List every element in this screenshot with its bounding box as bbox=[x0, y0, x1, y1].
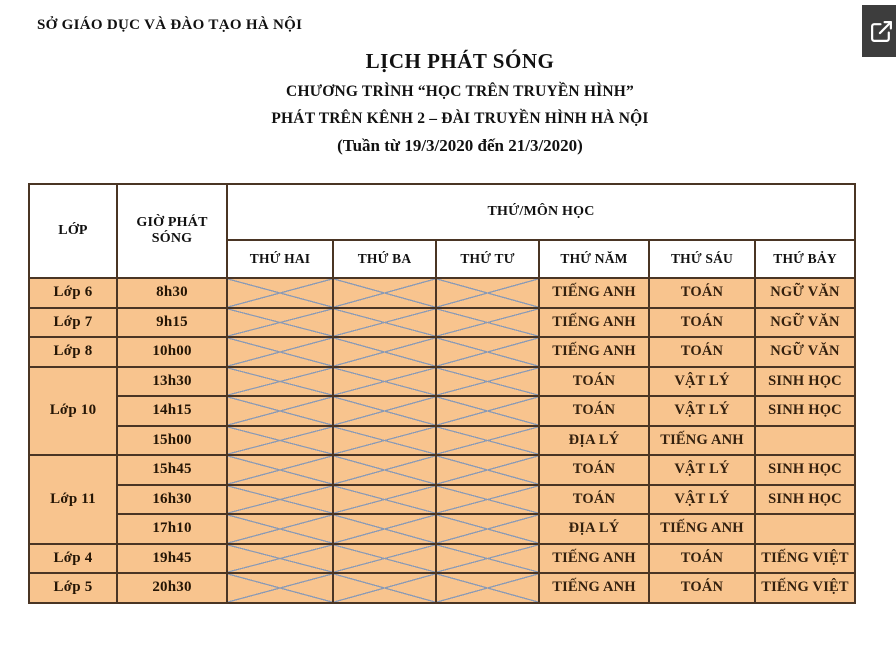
crossed-cell bbox=[436, 573, 539, 603]
table-row bbox=[29, 544, 855, 574]
class-cell: Lớp 5 bbox=[29, 573, 117, 603]
subject-cell: TOÁN bbox=[649, 544, 755, 574]
subject-cell: TOÁN bbox=[539, 367, 649, 397]
class-cell: Lớp 4 bbox=[29, 544, 117, 574]
subject-cell bbox=[755, 514, 855, 544]
subject-cell: TOÁN bbox=[539, 455, 649, 485]
subject-cell: SINH HỌC bbox=[755, 455, 855, 485]
open-external-button[interactable] bbox=[862, 5, 896, 57]
time-cell: 13h30 bbox=[117, 367, 227, 397]
subject-cell: NGỮ VĂN bbox=[755, 278, 855, 308]
subject-cell: VẬT LÝ bbox=[649, 396, 755, 426]
subject-cell: TIẾNG VIỆT bbox=[755, 573, 855, 603]
crossed-cell bbox=[333, 337, 436, 367]
crossed-cell bbox=[436, 514, 539, 544]
subject-cell: TOÁN bbox=[539, 396, 649, 426]
crossed-cell bbox=[227, 426, 333, 456]
table-row bbox=[29, 485, 855, 515]
subject-cell: TOÁN bbox=[649, 308, 755, 338]
time-cell: 10h00 bbox=[117, 337, 227, 367]
subject-cell: SINH HỌC bbox=[755, 485, 855, 515]
class-cell: Lớp 8 bbox=[29, 337, 117, 367]
class-cell: Lớp 10 bbox=[29, 367, 117, 456]
table-row bbox=[29, 426, 855, 456]
table-row bbox=[29, 455, 855, 485]
class-cell: Lớp 11 bbox=[29, 455, 117, 544]
table-row bbox=[29, 514, 855, 544]
crossed-cell bbox=[227, 573, 333, 603]
time-cell: 17h10 bbox=[117, 514, 227, 544]
subject-cell: SINH HỌC bbox=[755, 396, 855, 426]
table-row bbox=[29, 367, 855, 397]
subject-cell: TIẾNG ANH bbox=[649, 514, 755, 544]
day-header-tue: THỨ BA bbox=[333, 240, 436, 278]
crossed-cell bbox=[333, 308, 436, 338]
subject-cell: ĐỊA LÝ bbox=[539, 426, 649, 456]
crossed-cell bbox=[436, 278, 539, 308]
subject-cell: TIẾNG ANH bbox=[539, 278, 649, 308]
time-cell: 9h15 bbox=[117, 308, 227, 338]
day-header-sat: THỨ BẢY bbox=[755, 240, 855, 278]
crossed-cell bbox=[333, 573, 436, 603]
crossed-cell bbox=[333, 514, 436, 544]
subject-cell: TOÁN bbox=[649, 573, 755, 603]
time-cell: 14h15 bbox=[117, 396, 227, 426]
crossed-cell bbox=[227, 278, 333, 308]
page-title: LỊCH PHÁT SÓNG bbox=[365, 49, 555, 73]
subtitle-channel: PHÁT TRÊN KÊNH 2 – ĐÀI TRUYỀN HÌNH HÀ NỘI bbox=[271, 110, 649, 127]
crossed-cell bbox=[333, 396, 436, 426]
crossed-cell bbox=[227, 455, 333, 485]
subject-cell: SINH HỌC bbox=[755, 367, 855, 397]
crossed-cell bbox=[333, 278, 436, 308]
subject-cell: TOÁN bbox=[649, 337, 755, 367]
day-header-mon: THỨ HAI bbox=[227, 240, 333, 278]
org-title: SỞ GIÁO DỤC VÀ ĐÀO TẠO HÀ NỘI bbox=[37, 17, 303, 33]
crossed-cell bbox=[436, 455, 539, 485]
class-column-header: LỚP bbox=[29, 184, 117, 278]
broadcast-schedule-table bbox=[28, 183, 856, 604]
time-cell: 15h45 bbox=[117, 455, 227, 485]
time-cell: 15h00 bbox=[117, 426, 227, 456]
subject-cell: ĐỊA LÝ bbox=[539, 514, 649, 544]
crossed-cell bbox=[436, 396, 539, 426]
crossed-cell bbox=[227, 308, 333, 338]
crossed-cell bbox=[436, 426, 539, 456]
subject-cell: TIẾNG ANH bbox=[539, 573, 649, 603]
subject-cell bbox=[755, 426, 855, 456]
subject-cell: TIẾNG VIỆT bbox=[755, 544, 855, 574]
subject-cell: VẬT LÝ bbox=[649, 367, 755, 397]
crossed-cell bbox=[436, 337, 539, 367]
table-row bbox=[29, 278, 855, 308]
crossed-cell bbox=[436, 308, 539, 338]
time-cell: 19h45 bbox=[117, 544, 227, 574]
day-header-thu: THỨ NĂM bbox=[539, 240, 649, 278]
crossed-cell bbox=[436, 367, 539, 397]
crossed-cell bbox=[333, 455, 436, 485]
crossed-cell bbox=[436, 544, 539, 574]
table-row bbox=[29, 308, 855, 338]
class-cell: Lớp 7 bbox=[29, 308, 117, 338]
subject-cell: VẬT LÝ bbox=[649, 455, 755, 485]
subject-cell: TIẾNG ANH bbox=[539, 544, 649, 574]
heading-block bbox=[24, 49, 896, 156]
open-in-new-icon bbox=[869, 19, 894, 44]
subtitle-program: CHƯƠNG TRÌNH “HỌC TRÊN TRUYỀN HÌNH” bbox=[286, 83, 634, 100]
day-header-wed: THỨ TƯ bbox=[436, 240, 539, 278]
crossed-cell bbox=[227, 514, 333, 544]
subject-cell: NGỮ VĂN bbox=[755, 308, 855, 338]
crossed-cell bbox=[333, 485, 436, 515]
crossed-cell bbox=[227, 544, 333, 574]
class-cell: Lớp 6 bbox=[29, 278, 117, 308]
subject-cell: TIẾNG ANH bbox=[539, 308, 649, 338]
crossed-cell bbox=[227, 367, 333, 397]
subject-cell: TOÁN bbox=[539, 485, 649, 515]
subject-cell: TIẾNG ANH bbox=[649, 426, 755, 456]
day-header-fri: THỨ SÁU bbox=[649, 240, 755, 278]
table-row bbox=[29, 573, 855, 603]
crossed-cell bbox=[227, 485, 333, 515]
table-row bbox=[29, 337, 855, 367]
crossed-cell bbox=[333, 367, 436, 397]
table-header-row bbox=[29, 184, 855, 240]
crossed-cell bbox=[436, 485, 539, 515]
crossed-cell bbox=[333, 544, 436, 574]
subject-cell: TIẾNG ANH bbox=[539, 337, 649, 367]
time-cell: 16h30 bbox=[117, 485, 227, 515]
subject-cell: TOÁN bbox=[649, 278, 755, 308]
table-row bbox=[29, 396, 855, 426]
time-cell: 8h30 bbox=[117, 278, 227, 308]
subject-cell: VẬT LÝ bbox=[649, 485, 755, 515]
crossed-cell bbox=[333, 426, 436, 456]
time-column-header: GIỜ PHÁT SÓNG bbox=[117, 184, 227, 278]
subtitle-week: (Tuần từ 19/3/2020 đến 21/3/2020) bbox=[337, 136, 583, 155]
subject-cell: NGỮ VĂN bbox=[755, 337, 855, 367]
day-subject-header: THỨ/MÔN HỌC bbox=[227, 184, 855, 240]
crossed-cell bbox=[227, 396, 333, 426]
crossed-cell bbox=[227, 337, 333, 367]
time-cell: 20h30 bbox=[117, 573, 227, 603]
